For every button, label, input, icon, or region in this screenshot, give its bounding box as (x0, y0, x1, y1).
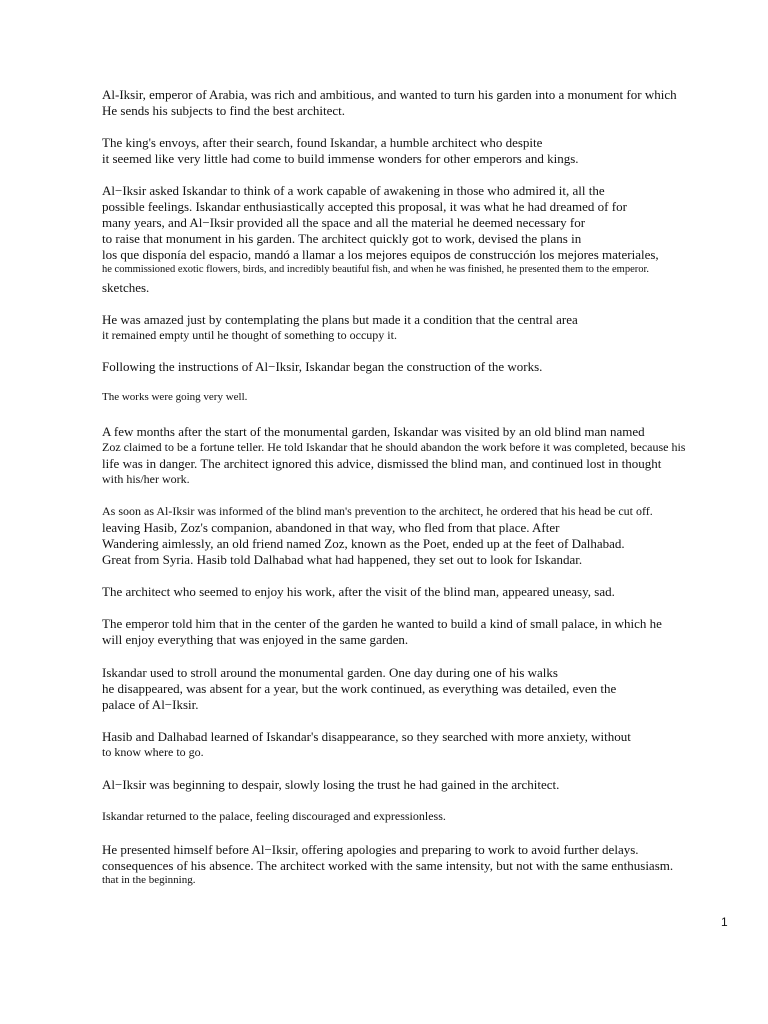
text-line: He presented himself before Al−Iksir, offering apologies and preparing to work to avoid further delays. (102, 842, 639, 857)
text-line: The architect who seemed to enjoy his work, after the visit of the blind man, appeared uneasy, sad. (102, 584, 615, 599)
text-line: he commissioned exotic flowers, birds, and incredibly beautiful fish, and when he was finished, he presented them to the emperor. (102, 264, 650, 275)
text-line: The emperor told him that in the center of the garden he wanted to build a kind of small palace, in which he (102, 616, 662, 631)
text-line: palace of Al−Iksir. (102, 697, 199, 712)
text-line: sketches. (102, 280, 150, 295)
text-line: leaving Hasib, Zoz's companion, abandoned in that way, who fled from that place. After (102, 520, 560, 535)
text-line: he disappeared, was absent for a year, but the work continued, as everything was detailed, even the (102, 681, 617, 696)
page-number: 1 (721, 915, 728, 929)
text-line: Zoz claimed to be a fortune teller. He told Iskandar that he should abandon the work before it was completed, because his (102, 440, 686, 454)
text-line: Al−Iksir asked Iskandar to think of a work capable of awakening in those who admired it, all the (102, 183, 605, 198)
text-line: Iskandar used to stroll around the monumental garden. One day during one of his walks (102, 665, 558, 680)
text-line: Wandering aimlessly, an old friend named Zoz, known as the Poet, ended up at the feet of Dalhabad. (102, 536, 625, 551)
text-line: los que disponía del espacio, mandó a llamar a los mejores equipos de construcción los mejores materiales, (102, 247, 659, 262)
text-line: it remained empty until he thought of something to occupy it. (102, 328, 397, 342)
text-line: consequences of his absence. The architect worked with the same intensity, but not with the same enthusiasm. (102, 858, 674, 873)
text-line: Following the instructions of Al−Iksir, Iskandar began the construction of the works. (102, 359, 543, 374)
text-line: He sends his subjects to find the best architect. (102, 103, 345, 118)
text-line: Hasib and Dalhabad learned of Iskandar's disappearance, so they searched with more anxiety, without (102, 729, 631, 744)
text-line: As soon as Al-Iksir was informed of the blind man's prevention to the architect, he ordered that his head be cut off. (102, 504, 653, 518)
text-line: He was amazed just by contemplating the plans but made it a condition that the central area (102, 312, 578, 327)
text-line: it seemed like very little had come to build immense wonders for other emperors and kings. (102, 151, 579, 166)
text-line: The works were going very well. (102, 391, 248, 403)
text-line: to raise that monument in his garden. The architect quickly got to work, devised the plans in (102, 231, 582, 246)
text-line: The king's envoys, after their search, found Iskandar, a humble architect who despite (102, 135, 543, 150)
text-line: will enjoy everything that was enjoyed in the same garden. (102, 632, 409, 647)
text-line: Al-Iksir, emperor of Arabia, was rich and ambitious, and wanted to turn his garden into a monument for which (102, 87, 677, 102)
text-line: Iskandar returned to the palace, feeling discouraged and expressionless. (102, 809, 446, 823)
text-line: with his/her work. (102, 472, 190, 486)
text-line: possible feelings. Iskandar enthusiastically accepted this proposal, it was what he had dreamed of for (102, 199, 627, 214)
text-line: that in the beginning. (102, 874, 196, 886)
text-line: A few months after the start of the monumental garden, Iskandar was visited by an old blind man named (102, 424, 645, 439)
text-line: Great from Syria. Hasib told Dalhabad what had happened, they set out to look for Iskandar. (102, 552, 583, 567)
text-line: Al−Iksir was beginning to despair, slowly losing the trust he had gained in the architect. (102, 777, 560, 792)
text-line: many years, and Al−Iksir provided all the space and all the material he deemed necessary for (102, 215, 586, 230)
text-line: to know where to go. (102, 745, 204, 759)
text-line: life was in danger. The architect ignored this advice, dismissed the blind man, and continued lost in thought (102, 456, 662, 471)
